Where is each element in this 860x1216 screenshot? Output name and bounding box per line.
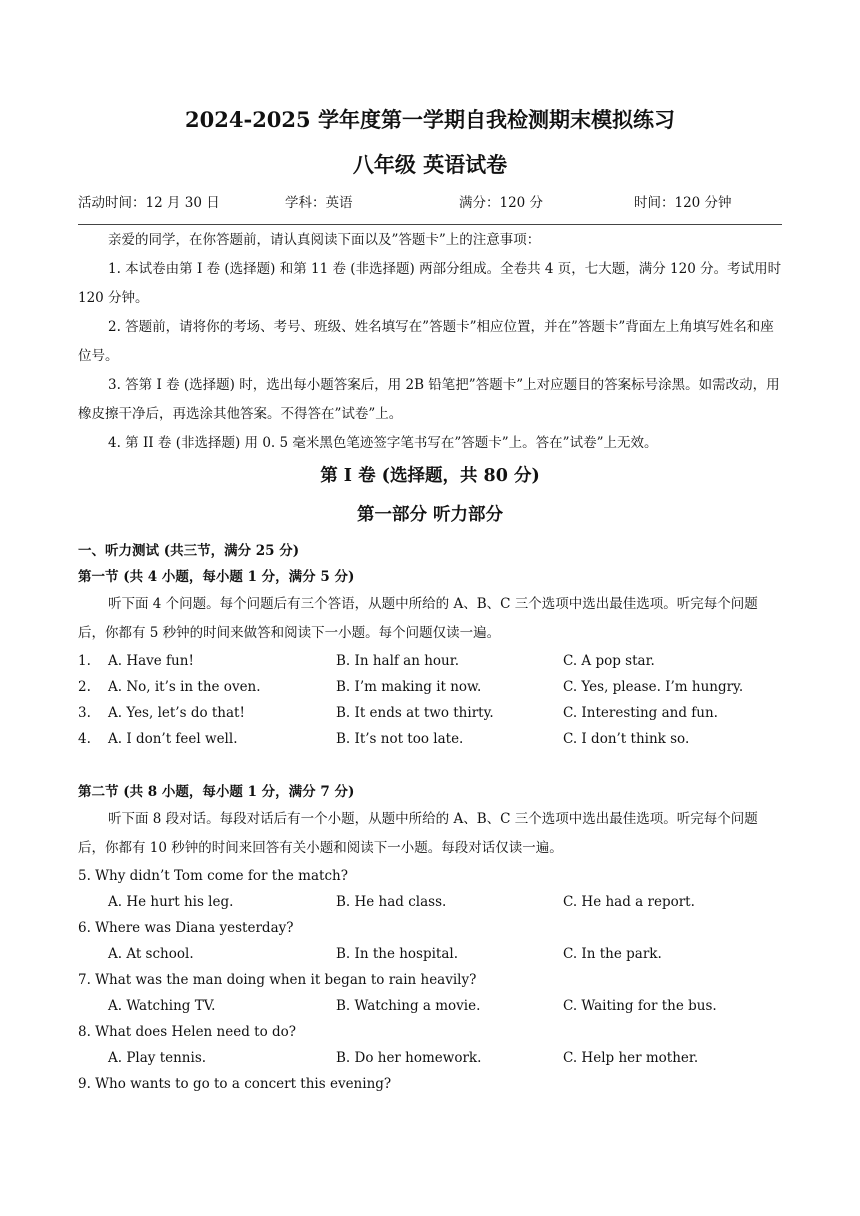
- option-c: C. A pop star.: [563, 653, 655, 669]
- option-b: B. Watching a movie.: [336, 998, 481, 1014]
- question-options: [78, 889, 782, 915]
- question-options: [78, 993, 782, 1019]
- note-item: 2. 答题前，请将你的考场、考号、班级、姓名填写在”答题卡”相应位置，并在”答题卡”背面左上角填写姓名和座位号。: [78, 319, 774, 364]
- meta-time: 时间：120 分钟: [634, 195, 732, 211]
- option-a: A. Play tennis.: [108, 1050, 207, 1066]
- option-b: B. It ends at two thirty.: [336, 705, 494, 721]
- part-title: 第一部分 听力部分: [356, 505, 504, 525]
- notes-intro: 亲爱的同学，在你答题前，请认真阅读下面以及”答题卡”上的注意事项：: [108, 232, 541, 248]
- question-row: [78, 674, 782, 700]
- option-b: B. He had class.: [336, 894, 447, 910]
- listening-block: [78, 538, 782, 1097]
- option-b: B. Do her homework.: [336, 1050, 482, 1066]
- question-number: 3.: [78, 705, 91, 721]
- exam-subtitle: 八年级 英语试卷: [352, 152, 508, 177]
- question-options: [78, 941, 782, 967]
- question-row: [78, 726, 782, 752]
- option-a: A. I don’t feel well.: [108, 731, 238, 747]
- option-c: C. He had a report.: [563, 894, 695, 910]
- option-b: B. In half an hour.: [336, 653, 459, 669]
- notes-block: [78, 226, 782, 458]
- header-divider: [78, 224, 782, 225]
- exam-title: 2024-2025 学年度第一学期自我检测期末模拟练习: [185, 107, 675, 132]
- option-c: C. Interesting and fun.: [563, 705, 718, 721]
- question-number: 1.: [78, 653, 91, 669]
- meta-date: 活动时间：12 月 30 日: [78, 195, 220, 211]
- option-a: A. At school.: [108, 946, 194, 962]
- question-options: [78, 1045, 782, 1071]
- option-a: A. Watching TV.: [108, 998, 216, 1014]
- option-b: B. In the hospital.: [336, 946, 459, 962]
- section-spacer: [78, 752, 782, 779]
- question-stem: 5. Why didn’t Tom come for the match?: [78, 868, 348, 884]
- option-a: A. Yes, let’s do that!: [108, 705, 245, 721]
- question-row: [78, 648, 782, 674]
- meta-subject: 学科：英语: [285, 195, 353, 211]
- section1-heading: 第一节 (共 4 小题，每小题 1 分，满分 5 分): [78, 569, 355, 585]
- question-stem: 7. What was the man doing when it began to rain heavily?: [78, 972, 477, 988]
- question-number: 4.: [78, 731, 91, 747]
- option-c: C. In the park.: [563, 946, 662, 962]
- volume-title: 第 I 卷 (选择题，共 80 分): [320, 466, 540, 486]
- option-a: A. No, it’s in the oven.: [108, 679, 261, 695]
- option-b: B. I’m making it now.: [336, 679, 482, 695]
- section1-instructions: 听下面 4 个问题。每个问题后有三个答语，从题中所给的 A、B、C 三个选项中选出最佳选项。听完每个问题后，你都有 5 秒钟的时间来做答和阅读下一小题。每个问题仅读一遍。: [78, 596, 758, 641]
- option-c: C. Help her mother.: [563, 1050, 699, 1066]
- option-b: B. It’s not too late.: [336, 731, 464, 747]
- option-c: C. I don’t think so.: [563, 731, 690, 747]
- listening-heading: 一、听力测试 (共三节，满分 25 分): [78, 543, 300, 559]
- note-item: 4. 第 II 卷 (非选择题) 用 0. 5 毫米黑色笔迹签字笔书写在”答题卡”上。答在”试卷”上无效。: [108, 435, 658, 451]
- question-number: 2.: [78, 679, 91, 695]
- question-row: [78, 700, 782, 726]
- question-stem: 9. Who wants to go to a concert this evening?: [78, 1076, 392, 1092]
- section2-heading: 第二节 (共 8 小题，每小题 1 分，满分 7 分): [78, 784, 355, 800]
- note-item: 1. 本试卷由第 I 卷 (选择题) 和第 11 卷 (非选择题) 两部分组成。全卷共 4 页，七大题，满分 120 分。考试用时 120 分钟。: [78, 261, 782, 306]
- note-item: 3. 答第 I 卷 (选择题) 时，选出每小题答案后，用 2B 铅笔把”答题卡”上对应题目的答案标号涂黑。如需改动，用橡皮擦干净后，再选涂其他答案。不得答在”试卷”上。: [78, 377, 780, 422]
- option-c: C. Yes, please. I’m hungry.: [563, 679, 744, 695]
- meta-score: 满分：120 分: [459, 195, 544, 211]
- option-a: A. He hurt his leg.: [108, 894, 234, 910]
- option-c: C. Waiting for the bus.: [563, 998, 717, 1014]
- option-a: A. Have fun!: [108, 653, 194, 669]
- section2-instructions: 听下面 8 段对话。每段对话后有一个小题，从题中所给的 A、B、C 三个选项中选出最佳选项。听完每个问题后，你都有 10 秒钟的时间来回答有关小题和阅读下一小题。每段对话仅读一遍。: [78, 811, 758, 856]
- question-stem: 8. What does Helen need to do?: [78, 1024, 296, 1040]
- question-stem: 6. Where was Diana yesterday?: [78, 920, 294, 936]
